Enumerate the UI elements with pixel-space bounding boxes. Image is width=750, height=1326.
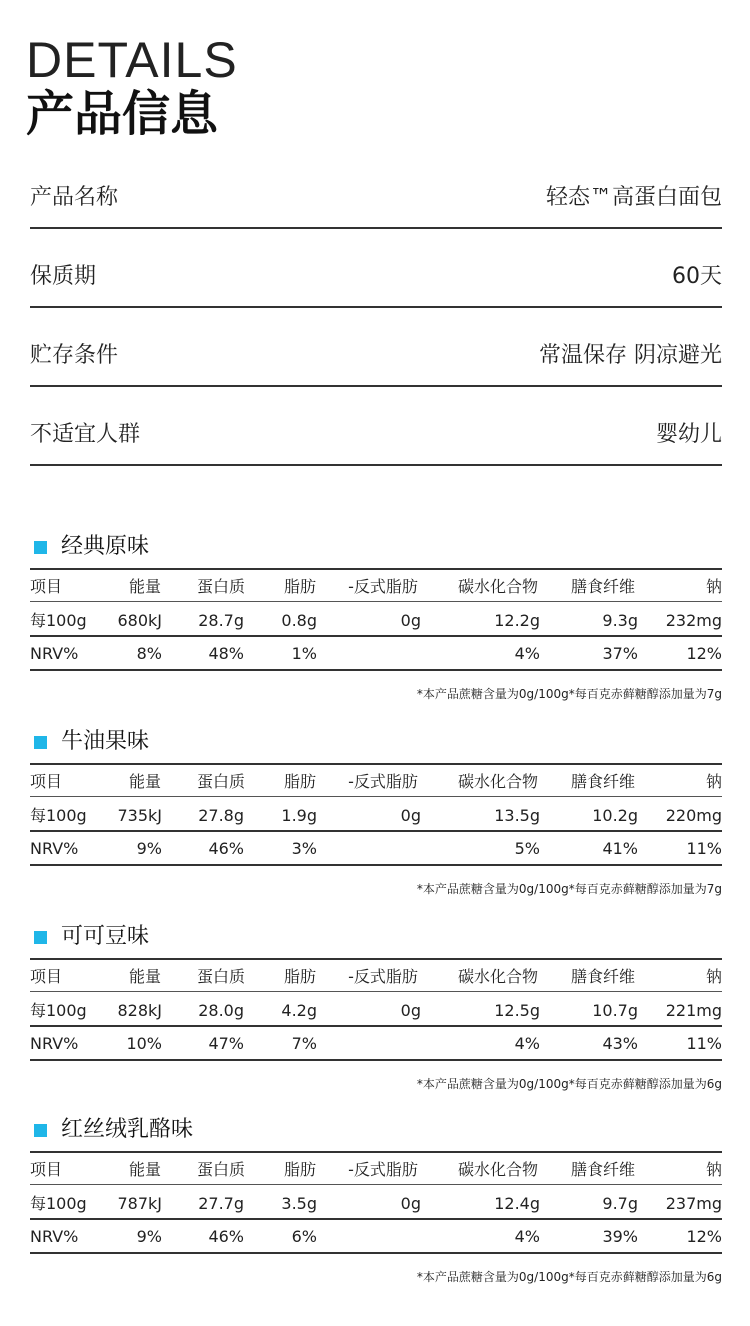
- table-cell: 0g: [400, 1001, 421, 1020]
- table-cell: 828kJ: [117, 1001, 162, 1020]
- sugar-note: *本产品蔗糖含量为0g/100g*每百克赤藓糖醇添加量为7g: [416, 687, 722, 701]
- table-header-cell: 能量: [128, 967, 162, 986]
- table-cell: 37%: [602, 644, 638, 663]
- table-cell: 237mg: [665, 1194, 722, 1213]
- table-cell: 0g: [400, 611, 421, 630]
- table-header-cell: -反式脂肪: [348, 577, 418, 596]
- table-cell: 13.5g: [494, 806, 540, 825]
- table-cell: 12%: [686, 644, 722, 663]
- table-header-cell: 碳水化合物: [457, 577, 539, 596]
- section-title: 红丝绒乳酪味: [61, 1117, 194, 1142]
- table-header-cell: 项目: [30, 577, 63, 596]
- table-cell: 每100g: [30, 806, 87, 825]
- table-cell: 28.0g: [198, 1001, 244, 1020]
- square-bullet-icon: [34, 931, 47, 944]
- table-cell: 43%: [602, 1034, 638, 1053]
- info-value: 60天: [672, 264, 722, 289]
- info-row: [30, 150, 722, 229]
- table-rule: [30, 1025, 722, 1027]
- table-cell: 8%: [136, 644, 162, 663]
- table-cell: NRV%: [30, 644, 79, 663]
- table-cell: 7%: [291, 1034, 317, 1053]
- table-rule: [30, 763, 722, 765]
- table-cell: 27.7g: [198, 1194, 244, 1213]
- table-cell: NRV%: [30, 1034, 79, 1053]
- table-header-cell: 膳食纤维: [570, 1160, 636, 1179]
- section-title: 可可豆味: [61, 924, 150, 949]
- table-header-cell: 项目: [30, 772, 63, 791]
- info-label: 产品名称: [30, 185, 119, 210]
- table-rule: [30, 1151, 722, 1153]
- table-header-cell: 项目: [30, 967, 63, 986]
- section-header: [34, 921, 149, 953]
- table-cell: 3.5g: [281, 1194, 317, 1213]
- table-header-cell: 脂肪: [283, 967, 317, 986]
- table-cell: 12.4g: [494, 1194, 540, 1213]
- table-header-cell: 膳食纤维: [570, 577, 636, 596]
- table-cell: 9%: [136, 839, 162, 858]
- table-cell: 39%: [602, 1227, 638, 1246]
- table-cell: 5%: [514, 839, 540, 858]
- section-header: [34, 531, 149, 563]
- table-cell: 735kJ: [117, 806, 162, 825]
- table-cell: 每100g: [30, 1001, 87, 1020]
- table-rule: [30, 669, 722, 671]
- info-label: 不适宜人群: [30, 422, 141, 447]
- table-rule: [30, 958, 722, 960]
- table-header-cell: 能量: [128, 1160, 162, 1179]
- table-cell: 10.7g: [592, 1001, 638, 1020]
- sugar-note: *本产品蔗糖含量为0g/100g*每百克赤藓糖醇添加量为6g: [416, 1270, 722, 1284]
- table-rule: [30, 830, 722, 832]
- table-cell: 46%: [208, 1227, 244, 1246]
- table-cell: NRV%: [30, 839, 79, 858]
- sugar-note: *本产品蔗糖含量为0g/100g*每百克赤藓糖醇添加量为6g: [416, 1077, 722, 1091]
- table-header-cell: 脂肪: [283, 577, 317, 596]
- table-cell: 27.8g: [198, 806, 244, 825]
- table-rule: [30, 1059, 722, 1061]
- section-header: [34, 726, 149, 758]
- table-cell: 4%: [514, 1227, 540, 1246]
- table-header-cell: 脂肪: [283, 1160, 317, 1179]
- table-rule: [30, 864, 722, 866]
- table-cell: 12.2g: [494, 611, 540, 630]
- table-header-cell: 能量: [128, 577, 162, 596]
- table-cell: 221mg: [665, 1001, 722, 1020]
- nutrition-section: [0, 531, 750, 726]
- info-value: 轻态™高蛋白面包: [545, 185, 722, 210]
- info-row: [30, 387, 722, 466]
- square-bullet-icon: [34, 1124, 47, 1137]
- table-header-cell: -反式脂肪: [348, 967, 418, 986]
- table-header-cell: 蛋白质: [196, 577, 246, 596]
- table-header-cell: 钠: [705, 1160, 722, 1179]
- table-cell: 12.5g: [494, 1001, 540, 1020]
- table-header-cell: 能量: [128, 772, 162, 791]
- table-cell: 48%: [208, 644, 244, 663]
- section-title: 牛油果味: [61, 729, 150, 754]
- table-cell: 1.9g: [281, 806, 317, 825]
- info-value: 常温保存 阴凉避光: [539, 343, 722, 368]
- table-rule: [30, 991, 722, 992]
- square-bullet-icon: [34, 541, 47, 554]
- table-cell: 12%: [686, 1227, 722, 1246]
- table-cell: 10%: [126, 1034, 162, 1053]
- table-cell: 4%: [514, 1034, 540, 1053]
- table-header-cell: 膳食纤维: [570, 967, 636, 986]
- table-cell: 4%: [514, 644, 540, 663]
- table-cell: 每100g: [30, 611, 87, 630]
- table-rule: [30, 635, 722, 637]
- table-header-cell: 钠: [705, 967, 722, 986]
- table-cell: 11%: [686, 1034, 722, 1053]
- table-header-cell: 项目: [30, 1160, 63, 1179]
- table-cell: 6%: [291, 1227, 317, 1246]
- table-cell: 787kJ: [117, 1194, 162, 1213]
- table-cell: 4.2g: [281, 1001, 317, 1020]
- table-cell: 9.7g: [602, 1194, 638, 1213]
- table-header-cell: 蛋白质: [196, 772, 246, 791]
- nutrition-section: [0, 726, 750, 921]
- table-header-cell: 碳水化合物: [457, 967, 539, 986]
- nutrition-section: [0, 1114, 750, 1309]
- table-header-cell: 钠: [705, 577, 722, 596]
- table-cell: 232mg: [665, 611, 722, 630]
- nutrition-section: [0, 921, 750, 1116]
- table-rule: [30, 1218, 722, 1220]
- table-header-cell: 碳水化合物: [457, 1160, 539, 1179]
- table-cell: 0g: [400, 1194, 421, 1213]
- table-cell: 1%: [291, 644, 317, 663]
- details-title-cn: 产品信息: [26, 86, 219, 142]
- square-bullet-icon: [34, 736, 47, 749]
- table-rule: [30, 1184, 722, 1185]
- table-cell: 47%: [208, 1034, 244, 1053]
- info-label: 贮存条件: [30, 343, 119, 368]
- table-cell: 46%: [208, 839, 244, 858]
- table-cell: 9%: [136, 1227, 162, 1246]
- table-rule: [30, 796, 722, 797]
- table-cell: 每100g: [30, 1194, 87, 1213]
- sugar-note: *本产品蔗糖含量为0g/100g*每百克赤藓糖醇添加量为7g: [416, 882, 722, 896]
- table-rule: [30, 568, 722, 570]
- table-header-cell: 碳水化合物: [457, 772, 539, 791]
- table-header-cell: 钠: [705, 772, 722, 791]
- info-row: [30, 308, 722, 387]
- table-cell: 0g: [400, 806, 421, 825]
- table-cell: 220mg: [665, 806, 722, 825]
- table-cell: 0.8g: [281, 611, 317, 630]
- table-rule: [30, 601, 722, 602]
- table-cell: 41%: [602, 839, 638, 858]
- table-cell: 10.2g: [592, 806, 638, 825]
- section-header: [34, 1114, 193, 1146]
- table-header-cell: -反式脂肪: [348, 1160, 418, 1179]
- table-cell: 11%: [686, 839, 722, 858]
- table-cell: 28.7g: [198, 611, 244, 630]
- table-cell: 680kJ: [117, 611, 162, 630]
- section-title: 经典原味: [61, 534, 150, 559]
- table-header-cell: 蛋白质: [196, 967, 246, 986]
- table-cell: NRV%: [30, 1227, 79, 1246]
- table-header-cell: 膳食纤维: [570, 772, 636, 791]
- table-header-cell: 脂肪: [283, 772, 317, 791]
- info-label: 保质期: [30, 264, 97, 289]
- table-header-cell: 蛋白质: [196, 1160, 246, 1179]
- table-rule: [30, 1252, 722, 1254]
- info-value: 婴幼儿: [655, 422, 722, 447]
- details-title-en: DETAILS: [26, 32, 238, 88]
- table-header-cell: -反式脂肪: [348, 772, 418, 791]
- table-cell: 9.3g: [602, 611, 638, 630]
- table-cell: 3%: [291, 839, 317, 858]
- info-row: [30, 229, 722, 308]
